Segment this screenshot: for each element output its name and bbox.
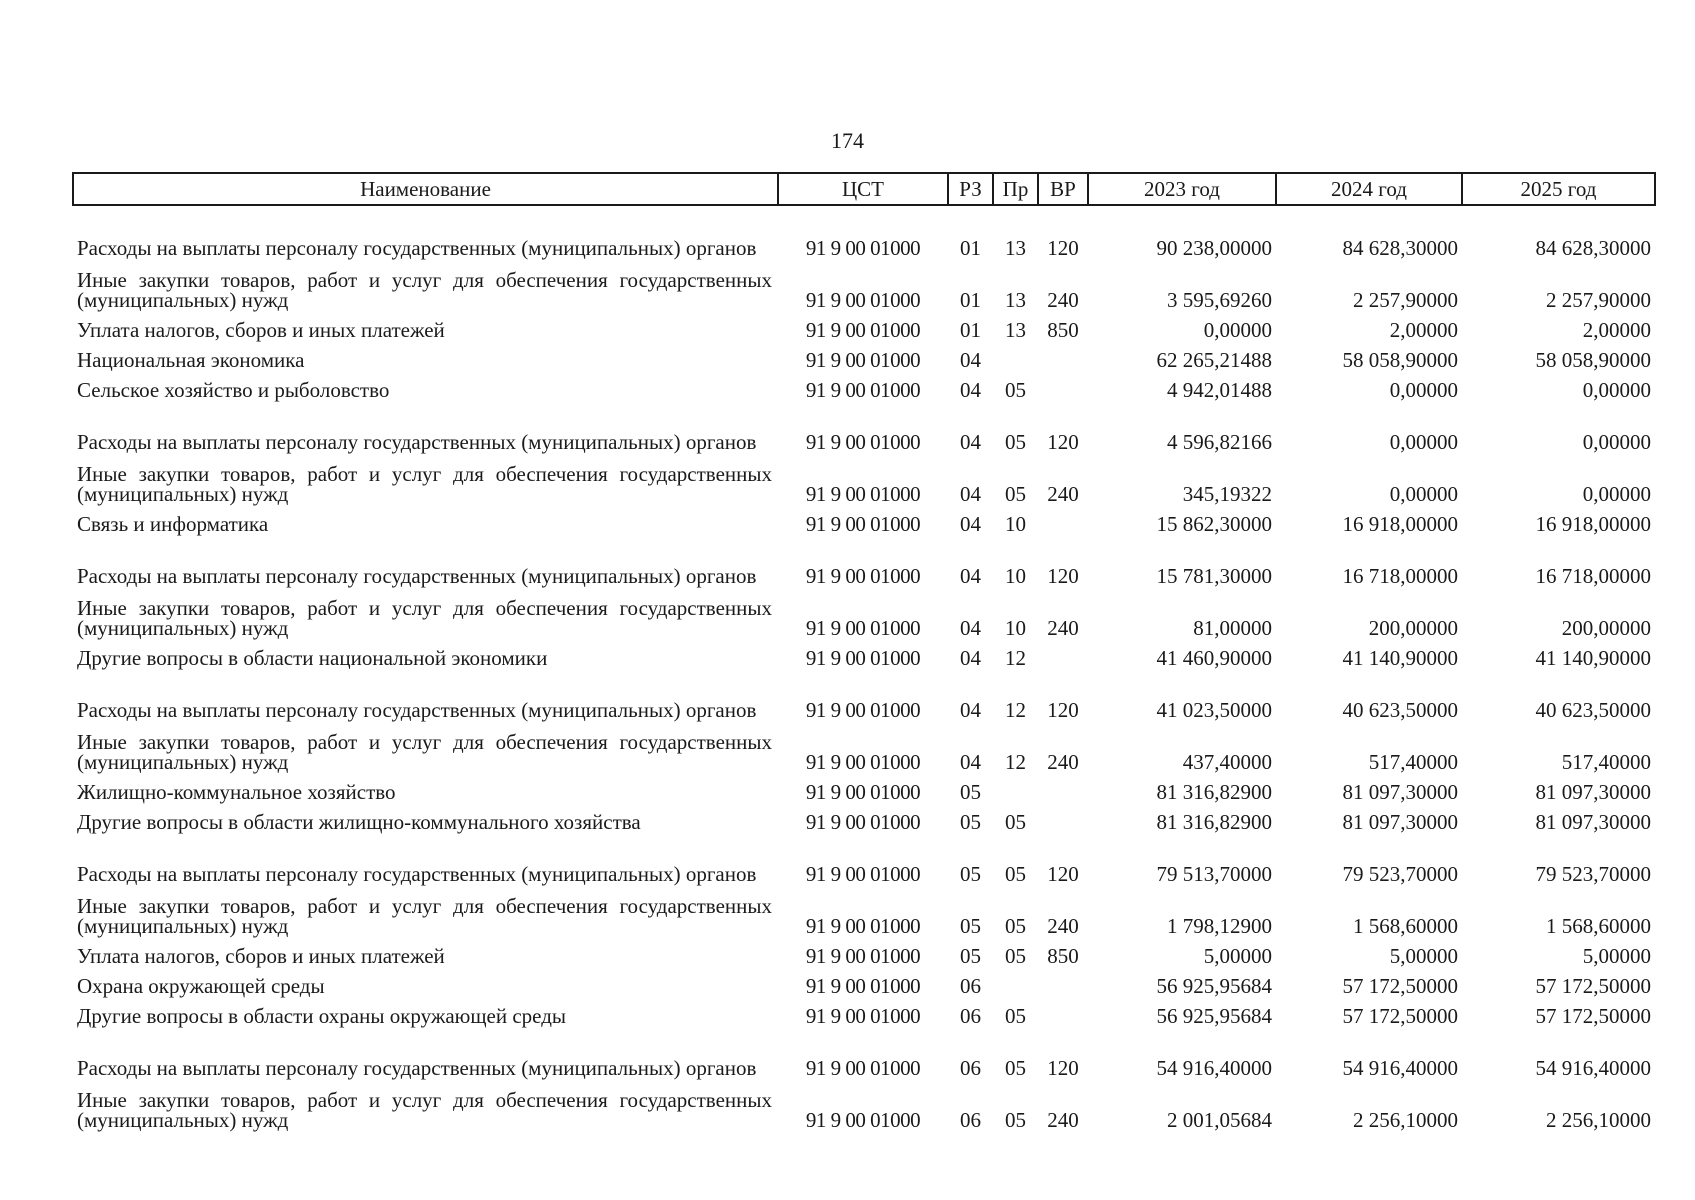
row-pr: 13 [1005, 318, 1026, 342]
row-cst: 91 9 00 01000 [805, 1004, 921, 1028]
row-rz: 05 [960, 810, 981, 834]
row-cst: 91 9 00 01000 [805, 810, 921, 834]
table-row [73, 802, 1655, 832]
table-row [73, 504, 1655, 534]
row-cst: 91 9 00 01000 [805, 974, 921, 998]
row-value-2025: 0,00000 [1582, 482, 1651, 506]
header-rz: РЗ [948, 173, 993, 205]
row-name: Иные закупки товаров, работ и услуг для обеспечения государственных (муниципальных) нужд [77, 730, 772, 774]
row-value-2025: 200,00000 [1561, 616, 1651, 640]
row-name: Иные закупки товаров, работ и услуг для обеспечения государственных (муниципальных) нужд [77, 894, 772, 938]
row-name: Иные закупки товаров, работ и услуг для обеспечения государственных (муниципальных) нужд [77, 268, 772, 312]
row-value-2023: 56 925,95684 [1156, 1004, 1272, 1028]
row-value-2025: 54 916,40000 [1535, 1056, 1651, 1080]
table-row [73, 668, 1655, 720]
header-vr: ВР [1038, 173, 1088, 205]
row-cst: 91 9 00 01000 [805, 378, 921, 402]
row-value-2023: 15 781,30000 [1156, 564, 1272, 588]
row-value-2023: 345,19322 [1182, 482, 1272, 506]
row-value-2024: 517,40000 [1368, 750, 1458, 774]
row-value-2025: 16 718,00000 [1535, 564, 1651, 588]
row-value-2025: 41 140,90000 [1535, 646, 1651, 670]
row-rz: 04 [960, 512, 981, 536]
row-value-2024: 79 523,70000 [1342, 862, 1458, 886]
row-value-2023: 4 942,01488 [1167, 378, 1272, 402]
row-name: Другие вопросы в области охраны окружающей среды [77, 1004, 566, 1028]
header-cst: ЦСТ [778, 173, 948, 205]
row-rz: 05 [960, 914, 981, 938]
row-cst: 91 9 00 01000 [805, 1056, 921, 1080]
table-row [73, 586, 1655, 638]
row-vr: 120 [1047, 1056, 1079, 1080]
row-vr: 850 [1047, 944, 1079, 968]
header-2024: 2024 год [1276, 173, 1462, 205]
row-name: Другие вопросы в области национальной экономики [77, 646, 548, 670]
row-rz: 04 [960, 430, 981, 454]
row-pr: 13 [1005, 288, 1026, 312]
row-name: Расходы на выплаты персоналу государственных (муниципальных) органов [77, 698, 757, 722]
row-pr: 05 [1005, 1004, 1026, 1028]
row-value-2023: 81 316,82900 [1156, 810, 1272, 834]
row-value-2023: 81 316,82900 [1156, 780, 1272, 804]
row-pr: 12 [1005, 698, 1026, 722]
row-rz: 05 [960, 862, 981, 886]
row-value-2024: 54 916,40000 [1342, 1056, 1458, 1080]
table-row [73, 310, 1655, 340]
row-rz: 04 [960, 616, 981, 640]
row-rz: 05 [960, 780, 981, 804]
row-name: Охрана окружающей среды [77, 974, 325, 998]
row-rz: 04 [960, 564, 981, 588]
row-cst: 91 9 00 01000 [805, 616, 921, 640]
row-pr: 13 [1005, 236, 1026, 260]
row-pr: 05 [1005, 944, 1026, 968]
row-value-2024: 57 172,50000 [1342, 1004, 1458, 1028]
row-value-2023: 0,00000 [1203, 318, 1272, 342]
row-name: Расходы на выплаты персоналу государственных (муниципальных) органов [77, 236, 757, 260]
row-value-2024: 0,00000 [1389, 430, 1458, 454]
row-name: Другие вопросы в области жилищно-коммунального хозяйства [77, 810, 641, 834]
row-value-2024: 57 172,50000 [1342, 974, 1458, 998]
row-pr: 05 [1005, 1056, 1026, 1080]
row-value-2025: 517,40000 [1561, 750, 1651, 774]
row-vr: 850 [1047, 318, 1079, 342]
row-cst: 91 9 00 01000 [805, 944, 921, 968]
row-value-2024: 41 140,90000 [1342, 646, 1458, 670]
row-value-2023: 2 001,05684 [1167, 1108, 1272, 1132]
row-value-2025: 81 097,30000 [1535, 810, 1651, 834]
row-vr: 240 [1047, 616, 1079, 640]
row-cst: 91 9 00 01000 [805, 698, 921, 722]
row-cst: 91 9 00 01000 [805, 914, 921, 938]
row-value-2025: 40 623,50000 [1535, 698, 1651, 722]
table-row [73, 400, 1655, 452]
row-value-2024: 81 097,30000 [1342, 810, 1458, 834]
row-cst: 91 9 00 01000 [805, 318, 921, 342]
row-value-2025: 0,00000 [1582, 378, 1651, 402]
row-value-2023: 90 238,00000 [1156, 236, 1272, 260]
row-pr: 10 [1005, 564, 1026, 588]
row-value-2024: 1 568,60000 [1353, 914, 1458, 938]
row-value-2024: 2 257,90000 [1353, 288, 1458, 312]
row-value-2025: 79 523,70000 [1535, 862, 1651, 886]
table-body [73, 205, 1655, 1130]
row-value-2023: 54 916,40000 [1156, 1056, 1272, 1080]
table-row [73, 966, 1655, 996]
table-row [73, 832, 1655, 884]
row-value-2024: 200,00000 [1368, 616, 1458, 640]
row-value-2023: 41 460,90000 [1156, 646, 1272, 670]
row-rz: 06 [960, 974, 981, 998]
row-rz: 04 [960, 348, 981, 372]
row-rz: 04 [960, 482, 981, 506]
row-value-2023: 4 596,82166 [1167, 430, 1272, 454]
row-pr [993, 966, 1038, 996]
row-pr: 05 [1005, 482, 1026, 506]
row-value-2023: 437,40000 [1182, 750, 1272, 774]
table-row [73, 1026, 1655, 1078]
table-row [73, 884, 1655, 936]
row-pr: 10 [1005, 616, 1026, 640]
row-value-2023: 62 265,21488 [1156, 348, 1272, 372]
row-value-2024: 84 628,30000 [1342, 236, 1458, 260]
row-vr: 120 [1047, 862, 1079, 886]
row-pr: 05 [1005, 810, 1026, 834]
row-name: Иные закупки товаров, работ и услуг для обеспечения государственных (муниципальных) нужд [77, 1088, 772, 1132]
row-vr: 120 [1047, 698, 1079, 722]
table-row [73, 936, 1655, 966]
row-value-2024: 0,00000 [1389, 378, 1458, 402]
row-vr: 240 [1047, 288, 1079, 312]
row-vr [1038, 802, 1088, 832]
table-row [73, 340, 1655, 370]
row-cst: 91 9 00 01000 [805, 862, 921, 886]
row-value-2023: 41 023,50000 [1156, 698, 1272, 722]
row-name: Иные закупки товаров, работ и услуг для обеспечения государственных (муниципальных) нужд [77, 462, 772, 506]
table-row [73, 772, 1655, 802]
row-vr: 120 [1047, 430, 1079, 454]
row-rz: 04 [960, 750, 981, 774]
row-rz: 04 [960, 378, 981, 402]
table-row [73, 1078, 1655, 1130]
row-value-2023: 79 513,70000 [1156, 862, 1272, 886]
row-value-2024: 16 918,00000 [1342, 512, 1458, 536]
row-value-2024: 58 058,90000 [1342, 348, 1458, 372]
row-name: Расходы на выплаты персоналу государственных (муниципальных) органов [77, 1056, 757, 1080]
row-value-2025: 57 172,50000 [1535, 1004, 1651, 1028]
row-value-2025: 16 918,00000 [1535, 512, 1651, 536]
row-vr [1038, 504, 1088, 534]
row-name: Связь и информатика [77, 512, 269, 536]
table-row [73, 205, 1655, 258]
header-2025: 2025 год [1462, 173, 1655, 205]
row-vr: 120 [1047, 564, 1079, 588]
table-row [73, 638, 1655, 668]
row-value-2023: 81,00000 [1193, 616, 1272, 640]
row-rz: 06 [960, 1108, 981, 1132]
row-vr [1038, 996, 1088, 1026]
row-pr: 10 [1005, 512, 1026, 536]
row-name: Расходы на выплаты персоналу государственных (муниципальных) органов [77, 862, 757, 886]
budget-table [72, 172, 1656, 1130]
row-pr: 12 [1005, 646, 1026, 670]
row-vr [1038, 370, 1088, 400]
row-cst: 91 9 00 01000 [805, 750, 921, 774]
row-value-2025: 81 097,30000 [1535, 780, 1651, 804]
row-value-2024: 5,00000 [1389, 944, 1458, 968]
row-pr: 05 [1005, 378, 1026, 402]
row-name: Жилищно-коммунальное хозяйство [77, 780, 396, 804]
row-cst: 91 9 00 01000 [805, 482, 921, 506]
row-value-2025: 2 257,90000 [1546, 288, 1651, 312]
header-pr: Пр [993, 173, 1038, 205]
table-row [73, 370, 1655, 400]
row-rz: 06 [960, 1004, 981, 1028]
row-value-2025: 5,00000 [1582, 944, 1651, 968]
row-pr: 05 [1005, 1108, 1026, 1132]
table-row [73, 258, 1655, 310]
row-cst: 91 9 00 01000 [805, 348, 921, 372]
row-cst: 91 9 00 01000 [805, 564, 921, 588]
table-row [73, 996, 1655, 1026]
row-vr [1038, 340, 1088, 370]
row-name: Уплата налогов, сборов и иных платежей [77, 318, 445, 342]
row-value-2025: 57 172,50000 [1535, 974, 1651, 998]
header-2023: 2023 год [1088, 173, 1276, 205]
row-value-2023: 56 925,95684 [1156, 974, 1272, 998]
row-cst: 91 9 00 01000 [805, 1108, 921, 1132]
row-rz: 01 [960, 236, 981, 260]
row-vr [1038, 966, 1088, 996]
row-value-2025: 58 058,90000 [1535, 348, 1651, 372]
row-value-2025: 2 256,10000 [1546, 1108, 1651, 1132]
row-vr: 120 [1047, 236, 1079, 260]
row-value-2023: 1 798,12900 [1167, 914, 1272, 938]
row-pr: 05 [1005, 862, 1026, 886]
row-cst: 91 9 00 01000 [805, 236, 921, 260]
row-rz: 04 [960, 646, 981, 670]
table-row [73, 534, 1655, 586]
row-cst: 91 9 00 01000 [805, 646, 921, 670]
row-value-2023: 15 862,30000 [1156, 512, 1272, 536]
row-value-2025: 84 628,30000 [1535, 236, 1651, 260]
row-vr: 240 [1047, 482, 1079, 506]
row-name: Расходы на выплаты персоналу государственных (муниципальных) органов [77, 564, 757, 588]
row-pr: 05 [1005, 430, 1026, 454]
row-value-2024: 16 718,00000 [1342, 564, 1458, 588]
row-pr [993, 340, 1038, 370]
row-value-2024: 2,00000 [1389, 318, 1458, 342]
row-vr: 240 [1047, 914, 1079, 938]
row-value-2023: 5,00000 [1203, 944, 1272, 968]
row-value-2024: 40 623,50000 [1342, 698, 1458, 722]
row-vr: 240 [1047, 1108, 1079, 1132]
table-row [73, 720, 1655, 772]
header-name: Наименование [73, 173, 778, 205]
row-pr: 05 [1005, 914, 1026, 938]
row-rz: 06 [960, 1056, 981, 1080]
row-cst: 91 9 00 01000 [805, 512, 921, 536]
table-row [73, 452, 1655, 504]
row-vr [1038, 772, 1088, 802]
row-name: Иные закупки товаров, работ и услуг для обеспечения государственных (муниципальных) нужд [77, 596, 772, 640]
row-rz: 05 [960, 944, 981, 968]
row-value-2024: 2 256,10000 [1353, 1108, 1458, 1132]
row-name: Расходы на выплаты персоналу государственных (муниципальных) органов [77, 430, 757, 454]
row-rz: 04 [960, 698, 981, 722]
page-number: 174 [831, 128, 864, 153]
row-value-2024: 81 097,30000 [1342, 780, 1458, 804]
row-cst: 91 9 00 01000 [805, 780, 921, 804]
row-cst: 91 9 00 01000 [805, 288, 921, 312]
row-vr: 240 [1047, 750, 1079, 774]
row-value-2025: 2,00000 [1582, 318, 1651, 342]
row-name: Национальная экономика [77, 348, 305, 372]
table-header [73, 173, 1655, 205]
row-value-2024: 0,00000 [1389, 482, 1458, 506]
row-rz: 01 [960, 288, 981, 312]
row-name: Сельское хозяйство и рыболовство [77, 378, 390, 402]
row-vr [1038, 638, 1088, 668]
row-pr: 12 [1005, 750, 1026, 774]
row-name: Уплата налогов, сборов и иных платежей [77, 944, 445, 968]
row-pr [993, 772, 1038, 802]
row-value-2025: 0,00000 [1582, 430, 1651, 454]
row-rz: 01 [960, 318, 981, 342]
row-value-2023: 3 595,69260 [1167, 288, 1272, 312]
row-value-2025: 1 568,60000 [1546, 914, 1651, 938]
row-cst: 91 9 00 01000 [805, 430, 921, 454]
